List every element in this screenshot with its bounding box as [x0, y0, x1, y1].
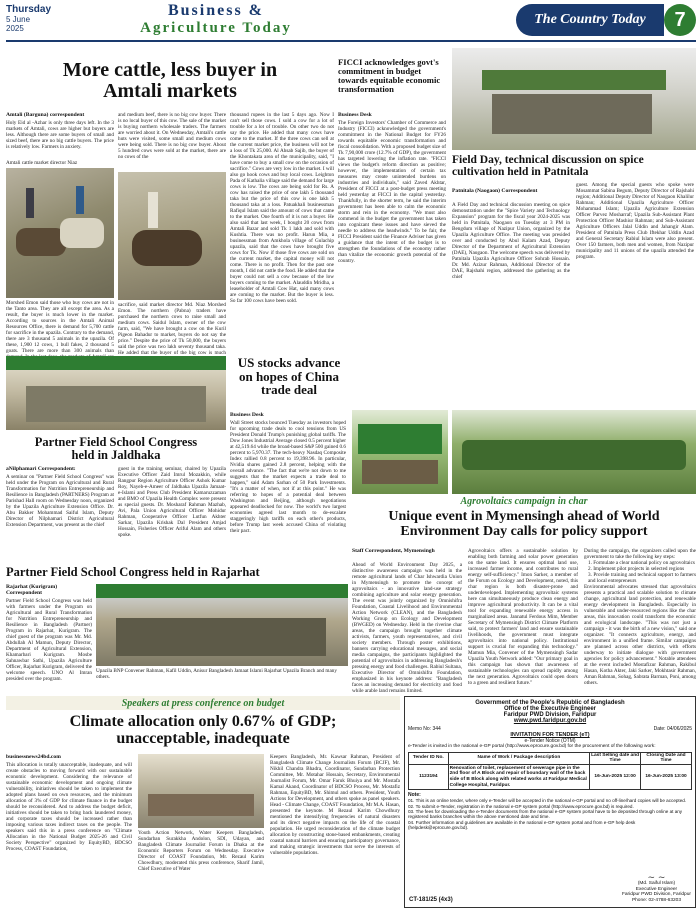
tender-row-sell: 16-Jun-2025 12:00 — [590, 764, 641, 789]
patnitala-col1: A Field Day and technical discussion meeting on spice demonstration under the "Spice Variety and Technology Expansion" program for the fiscal year 2024-2025 was held in Patnitala, Naogaon on Tuesday at 3 PM in Bengdum village of Nazipur Union, organized by the Upazila Agriculture Office. The meeting was presided over and conducted by Abul Kalam Azad, Deputy Director of the Department of Agricultural Extension (DAE), Naogaon. The welcome speech was delivered by Patnitala Upazila Agriculture Officer Sohrab Hossain. Dr. Md. Azizur Rahman, Additional Director of the DAE, Rajshahi region, addressed the gathering as the chief — [452, 202, 570, 280]
tender-table-header — [409, 752, 692, 764]
us-stocks-headline: US stocks advance on hopes of China trade deal — [237, 355, 341, 398]
amtali-col1b-text: Morshed Emon said those who buy cows are not in the Tanto area. They are all except the area. As a result, the buyer is much lower in the market. According to sources in the Amtali Animal Resources Office, there is demand for 5,700 cattle for sacrifice in the upazila. Contrary to the demand, there are 3 thousand 5 animals in the upazila. Of these, 1,900 12 cows, 1 bull fakes, 2 thousand 5 goats. There are more than 300 animals than — [6, 300, 114, 354]
article-us-stocks — [230, 356, 348, 576]
ficci-body: The Foreign Investors' Chamber of Commerce and Industry (FICCI) acknowledged the government's commitment in the National Budget for FY26 towards equitable economic transformation and fiscal consolidation. With a proposed budget size of Tk 7,90,000 crore (12.7% of GDP), the government has targeted lowering the inflation rate. "FICCI views the budget's reform direction as positive; however, the implementation of certain tax measures may create unintended burdens on industries and individuals," said Zaved Akhtar, President of FICCI at a post-budget press meeting held yesterday at FICCI in the capital yesterday. Thankfully, in the shorter term, he said the interim government has been able to calm the economic storm and rein in the economy. "We must also commend in the budget the government has taken into cognizant these issues and have sieved the needle to address the headwinds." To be fair, the FICCI President said the Finance Adviser has given a guidance that the intent of the budget is to strengthen the foundations of the economy rather than vitalize the economic growth potential of the country. — [338, 120, 446, 264]
agrovoltaics-col3 — [584, 548, 696, 690]
climate-headline — [6, 714, 400, 748]
climate-dateline: businessnews24bd.com — [6, 754, 61, 760]
tender-line1: Government of the People's Republic of Bangladesh — [475, 700, 625, 706]
masthead — [0, 0, 700, 44]
jaldhaka-headline-line1: Partner Field School Congress — [34, 435, 198, 449]
tender-date: Date: 04/06/2025 — [653, 726, 692, 732]
amtali-headline — [6, 60, 334, 102]
article-patnitala — [452, 48, 696, 408]
us-stocks-body: Wall Street stocks bounced Tuesday as investors hoped for upcoming trade deals to cool tensions from US President Donald Trump's punishing global tariffs. The Dow Jones Industrial Average closed 0.5 percent higher at 42,519.64 while the broad-based S&P 500 gained 0.6 percent to 5,970.37. The tech-heavy Nasdaq Composite Index rallied 0.8 percent to 19,398.96. In particular, Nvidia shares gained 2.8 percent, helping with the overall advance. "The fact that we're not down to me suggests that the market expects a trade deal to happen," said Adam Sarhan of 50 Park Investments. "It's a matter of when, not if at this point." He was referring to hopes of a potential deal between Washington and Beijing, although negotiations appeared deadlocked for now. The world's two largest economies agreed last month to de-escalate staggeringly high tariffs on each other's products, before Trump last week accused China of violating their pact. — [230, 420, 346, 534]
cattle-market-photo — [6, 168, 114, 298]
article-ficci — [338, 48, 448, 408]
tender-signature: ~ ~ — [647, 872, 666, 883]
amtali-headline-line2: Amtali markets — [103, 80, 237, 102]
us-stocks-dateline: Business Desk — [230, 412, 264, 418]
patnitala-headline: Field Day, technical discussion on spice cultivation held in Patnitala — [452, 154, 644, 179]
rajarhat-headline: Partner Field School Congress held in Rajarhat — [6, 565, 260, 579]
tender-th-name: Name of Work / Package description — [448, 752, 590, 764]
section-title: The Country Today — [534, 12, 646, 27]
tender-notice — [404, 696, 696, 908]
tender-table — [408, 752, 692, 791]
climate-press-photo — [138, 754, 264, 828]
article-rajarhat — [6, 566, 348, 692]
climate-headline-line1: Climate allocation only 0.67% of GDP; — [69, 713, 337, 730]
tender-row-id: 1123194 — [409, 764, 449, 789]
tender-th-close: Closing Date and Time — [641, 752, 692, 764]
tender-title: INVITATION FOR TENDER (eT) — [510, 732, 590, 738]
article-agrovoltaics — [352, 496, 696, 692]
table-row — [409, 764, 692, 789]
tender-sign-office: Faridpur PWD Division, Faridpur — [621, 892, 691, 898]
jaldhaka-headline-line2: held in Jaldhaka — [71, 448, 161, 463]
field-day-photo — [452, 48, 696, 150]
tender-subtitle: e-Tender Notice (OTM) — [524, 738, 576, 744]
masthead-rule — [6, 40, 696, 42]
agrovoltaics-col3-intro: During the campaign, the organizers called upon the government to take the following key steps: — [584, 548, 696, 560]
masthead-day: Thursday — [6, 4, 52, 15]
article-climate — [6, 696, 400, 908]
page-number: 7 — [674, 8, 686, 31]
tender-sign-phone: Phone: 02-4788-63203 — [631, 897, 682, 903]
tender-row-desc: Renovation of toilet, replacement of sewerage pipe in the 2nd floor of A Block and repair of boundary wall of the back side of B Block along with related works at Faridpur Medical College Hospital, Faridpur. — [448, 764, 590, 789]
tender-th-id: Tender ID No. — [409, 752, 449, 764]
tender-th-sell: Last Selling date and Time — [591, 752, 640, 764]
paper-name-line1: Business & — [167, 2, 265, 19]
tender-row-close: 16-Jun-2025 13:00 — [641, 764, 692, 789]
agrovoltaics-step-3: 3. Provide training and technical support to farmers and local entrepreneurs — [588, 572, 696, 584]
cattle-photo-2 — [118, 172, 226, 300]
amtali-col2-text: and medium beef, there is no big cow buyer. There is no local buyer of this cow. The sale of the market is buying northern wholesale traders. The farmers are worried about it. On Wednesday, Amtali's cattle huts were visited, some small and medium cows were being sold. There is no big cow buyer. About 5 hundred cows were sold at the market, there are no cows of the — [118, 112, 226, 160]
agrovoltaics-step-2: 2. Implement pilot projects in selected regions — [588, 566, 685, 572]
amtali-col3-text: thousand rupees in the last 5 days ago. Now I can't sell those cows. I sold a cow for a lot of trouble for a lot of trouble. On other two do not say the price. He added that many cows have come to the market. If the three cows can sell at the current market price, the business will not be a loss of Tk 25,000. Al Ahsab Sajib, the buyer of the Khontakata area of the municipality, said, "I have come to buy a small cow on the occasion of sacrifice." Cows are very low in the market. I will also go hook cows and buy local cows. Leighton Pada of Kathalia village said the demand for large cows is low. The cows are being sold for Rs. A cow has raised the price of one lakh 5 thousand taka but the price of this cow is one lakh 5 thousand taka at a loss. Patuakhali businessman Rafiqul Islam said the amount of cows that came to the market. One fourth of it is not a buyer. He also said that last week, I bought 20 cows from Amtali Bazar and sold Tk 1 lakh and sold with Kushtia. There was no profit. Harun Mia, a businessman from Amkhola village of Gulachip upazila, said that the cows have brought five cows for Tk. Now if those five cows are sold on the current market, the capital money will not come. There is no profit. Then for the past one month, I did not cattle the food. He added that the buyer could not sell a cow because of the low buyers coming to the market. Alauddin Mridha, a leaseholder of Amtali Cow Hat, said many cows are coming to the market. But the buyer is less. So far 100 cows have been sold. — [230, 112, 334, 304]
tender-memo: Memo No: 344 — [408, 726, 441, 732]
article-jaldhaka — [6, 432, 226, 558]
tender-line2: Office of the Executive Engineer — [503, 706, 597, 712]
agrovoltaics-dateline: Staff Correspondent, Mymensingh — [352, 548, 435, 554]
ficci-dateline: Business Desk — [338, 112, 372, 118]
rajarhat-caption: Upazila BNP Convener Rahman, Kafil Uddin, Anisur Bangladesh Jamaat Islami Rajarhat Upazila Branch and many others. — [96, 668, 337, 680]
agrovoltaics-step-1: 1. Formulate a clear national policy on agrovoltaics — [588, 560, 695, 566]
spice-field-photo — [452, 410, 696, 494]
masthead-logo — [66, 2, 366, 42]
climate-headline-line2: unacceptable, inadequate — [116, 729, 290, 747]
climate-kicker-bar — [6, 696, 400, 710]
agrovoltaics-banner-photo — [352, 410, 448, 494]
masthead-daymonth: 5 June — [6, 15, 31, 24]
tender-intro: e-Tender is invited in the national e-GP portal (http://www.eprocure.gov.bd) for the procurement of the following work: — [408, 744, 656, 749]
tender-note-3: 03. The fees for downloading the e-Tender documents from the national e-GP system portal have to be deposited through online at any registered banks branches within the above mentioned date and time. — [408, 808, 683, 820]
climate-col1: This allocation is totally unacceptable, inadequate, and will create obstacles to moving forward with our sustainable economic development. Considering the relevance of sustainable economic development and ongoing climate vulnerability, initiatives should be taken to implement the adopted plans based on own resources, and the minimum allocation of 3% of GDP for climate finance in the budget should be reconsidered. And to address the budget deficit, initiatives should be taken to bring back laundered money, and corporate taxes should be increased rather than imposing various taxes indirect taxes on the people. The speakers said this in a press conference on "Climate Allocation in the National Budget 2025-26 and Civil Society Perspective" organized by EquityBD, BDCSO Process, COAST Foundation, — [6, 762, 132, 852]
climate-col2: Youth Action Network, Water Keepers Bangladesh, Sundarban Surakkha Andolon, SDI, Udayan, and Bangladesh Climate Journalist Forum in Dhaka at the Economic Reporters Forum on Wednesday. Executive Director of COAST Foundation, Mr. Rezaul Karim Chowdhury, moderated this press conference, Sharif Jamil, Chief Executive of Water — [138, 830, 264, 872]
masthead-date — [6, 4, 66, 33]
jaldhaka-headline — [6, 436, 226, 462]
agrovoltaics-col2: Agrovoltaics offers a sustainable solution by enabling both farming and solar power generation on the same land. It ensures optimal land use, increased farmer income, and contributes to rural energy self-sufficiency." Imon Sarker, a member of the Forum on Ecology and Development, noted, this char region is both disaster-prone and underdeveloped. Implementing agrovoltaic systems here can simultaneously produce clean energy and improve agricultural productivity. It can be a vital tool for expanding renewable energy access in marginalized areas. Jannatul Ferdous Mim, Member Secretary of Mymensingh District Climate Platform said, to protect farmers' land and ensure sustainable livelihoods, the government must integrate agrovoltaics into national policy. Institutional support is crucial for expanding this technology." Mamun Mia, Convener of the Mymensingh Sadar Upazila Youth Network added: "Our primary goal in this campaign has shown that awareness of sustainable technologies can spread rapidly among the next generation. Agrovoltaics could open doors to a green and resilient future." — [468, 548, 578, 686]
amtali-headline-line1: More cattle, less buyer in — [62, 59, 278, 81]
amtali-photo-caption: Amtali cattle market director Niaz — [6, 160, 78, 166]
tender-note-2: 02. To submit e-Tender, registration in the national e-GP system portal (http://www.eprocure.gov.bd) is required. — [408, 803, 634, 809]
rajarhat-body: Partner Field School Congress was held with farmers under the Program on Agricultural and Rural Transformation for Nutrition Entrepreneurship and Resilience in Bangladesh (Partner) Program in Rajarhat, Kurigram. The chief guest of the program was Mr. Md. Abdullah Al Mamun, Deputy Director, Department of Agricultural Extension, Khamarbari Kurigram. Mosbe Sahnawbar Sathi, Upazila Agriculture Officer, Rajarhat Kurigram, delivered the welcome speech. UNO Al Imran presided over the program. — [6, 598, 92, 682]
patnitala-dateline: Patnitala (Naogaon) Correspondent — [452, 188, 538, 194]
rajarhat-dateline: Rajarhat (Kurigram) Correspondent — [6, 584, 58, 597]
tender-notes-label: Note: — [408, 792, 421, 799]
tender-sign-title: Executive Engineer — [635, 886, 678, 892]
agrovoltaics-kicker: Agrovoltaics campaign in char — [460, 496, 588, 507]
ficci-headline: FICCI acknowledges govt's commitment in budget towards equitable economic transformation — [338, 57, 441, 95]
agrovoltaics-headline: Unique event in Mymensingh ahead of World Environment Day calls for policy support — [388, 509, 660, 539]
jaldhaka-dateline: aNilphamari Correspondent: — [6, 466, 76, 472]
agrovoltaics-col3-body: Environmental advocates stressed that agrovoltaics presents a practical and scalable solution to climate change, agricultural land protection, and renewable energy development in Bangladesh. Especially in vulnerable and under-resourced regions like the char areas, this innovation could transform the economic and ecological landscape. "This was not just a campaign - it was the birth of a new vision," said one organizer. "It connects agriculture, energy, and environment in a unified frame. Similar campaigns are planned across other districts, with efforts underway to initiate dialogue with government agencies for policy advancement." Notable attendees at the event included Mostafizur Rahman, Rakibul Hasan, Kotha Akter, Jaki Sarker, Mokhtasir Rahman, Aman Rahman, Sohag, Sabrata Barman, Poni, among others. — [584, 584, 696, 686]
jaldhaka-col1: A seminar on "Partner Field School Congress" was held under the Program on Agricultural and Rural Transformation for Nutrition Entrepreneurship and Resilience in Bangladesh (PARTNERS) Program at Parishad Hall room on Wednesday noon, organized by the Upazila Agriculture Extension Office. Dr. Abu Bakker Mohammad Saiful Islam, Deputy Director of Nilphamari District Agricultural Extension Department, was present as the chief — [6, 474, 114, 528]
amtali-col2b-text: sacrifice, said market director Md. Niaz Morshed Emon. The northern (Pabna) traders have purchased the northern cows to raise small and medium cows. Saidul Islam, owner of the cow farm, said, "We have brought a cow on the Kuril Pigeon Bahadur to market, buyers do not say the price." Despite the price of Tk 50,000, the buyers said the price was two lakh seventy thousand taka. He added that the buyer of the big cow is much — [118, 302, 226, 356]
climate-col3: Keepers Bangladesh, Mr. Kawsar Rahman, President of Bangladesh Climate Change Journalists Forum (BCJF), Mr. Nikhil Chandra Bhadra, Coordinator, Sundarban Protection Committee, Mr. Motahar Hossain, Secretary, Environmental Journalist Forum, Mr. Omar Faruk Bhuiya and Mr. Mostafa Kamal Akand, Coordinator of BDCSO Process, Mr. Mostafiz Rahman, EquityBD, Mr. Shimul and others. President, Youth Actions for Development, and others spoke as panel speakers. Head - Climate Change, COAST Foundation, Mr M.A. Hasan, presented the keynote. M Rezaul Karim Chowdhury mentioned the intensifying frequencies of natural disasters and its direct negative impacts on the life of the coastal population. He urged reconsideration of the climate budget allocation by constructing stone-based embankments, creating coastal natural barriers and ensuring participatory governance, and making strategic investments that serve the interests of vulnerable populations. — [270, 754, 401, 856]
tender-note-4: 04. Further information and guidelines are available in the national e-GP system portal and from e-GP help desk (helpdesk@eprocure.gov.bd). — [408, 819, 636, 831]
jaldhaka-photo — [6, 356, 226, 430]
page-number-badge — [664, 4, 696, 36]
tender-note-1: 01. This is an online tender, where only e-Tender will be accepted in the national e-GP portal and no off-line/hard copies will be accepted. — [408, 798, 687, 804]
jaldhaka-col2: guest in the training seminar, chaired by Upazila Executive Officer Zaid Imrul Mozakkin, while Rangpur Region Agriculture Officer Ashok Kumar Roy, Nayeb-e-Ameer of Jaldhaka Upazila Jamaat-e-Islami and Press Club President Kamaruzzaman and BMO of Upazila Health Complex were present as special guests. Dr. Mosharaf Rahman Mazhab, Avi, Pala Union Agricultural Officer Mohidur Rahman, Cooperative Officer Lutfun Akhter Sarkar, Upazila Krishak Dal President Amjad Hossain, Fisheries Officer Ariful Alam and others spoke. — [118, 466, 226, 538]
tender-line3: Faridpur PWD Division, Faridpur — [503, 712, 597, 718]
agrovoltaics-col1: Ahead of World Environment Day 2025, a distinctive awareness campaign was held in the remote agricultural lands of Char Ishwardia Union in Mymensingh to promote the concept of agrovoltaics - an innovative land-use strategy combining agriculture and solar energy generation. The event was jointly organized by Omnishifra Foundation, Coastal Livelihood and Environmental Action Network (CLEAN), and the Bangladesh Working Group on Ecology and Development (BWGED) on Wednesday. Held in the riverine char areas, the campaign brought together climate activists, farmers, youth representatives, and civil society members. Through poster exhibitions, banners carrying educational messages, and social media campaigns, the participants highlighted the potential of agrovoltaics in addressing Bangladesh's pressing energy and food challenges. Rabiul Sultana, Executive Director of Omnishifra Foundation, emphasized in his keynote address: "Bangladesh faces an increasing demand for electricity and food while arable land remains limited. — [352, 562, 462, 694]
amtali-dateline: Amtali (Barguna) correspondent — [6, 112, 85, 118]
climate-kicker: Speakers at press conference on budget — [121, 697, 285, 709]
section-banner — [516, 4, 664, 36]
masthead-year: 2025 — [6, 24, 24, 33]
tender-ad-code: CT-181/25 (4x3) — [409, 897, 453, 903]
amtali-col1-text: Holy Eid al -Azhar is only three days left. In the 3 markets of Amtali, cows are higher but buyers are less. Although there are some buyers of small and sized beef, there are no big cattle buyers. The price is relatively low. Farmers in anxiety. — [6, 120, 114, 150]
patnitala-col2: guest. Among the special guests who spoke were Mosammat Sabina Begum, Deputy Director of Rajshahi region; Additional Deputy Director of Naogaon Khalilur Rahman; Additional Upazila Agriculture Officer Mohammad Islam; Upazila Agriculture Extension Officer Parvez Mosharraf; Upazila Sub-Assistant Plant Protection Officer Mashiur Rahman; and Sub-Assistant Agriculture Officers Jalal Uddin and Jahangir Alam. President of Patnitala Press Club Iftekhar Uddin Azad and General Secretary Rabiul Islam were also present. Over 150 farmers, both men and women, from Nazipur municipality and 11 unions of the upazila attended the program. — [576, 182, 694, 260]
paper-name-line2: Agriculture Today — [140, 20, 292, 36]
tender-site-link[interactable]: www.pwd.faridpur.gov.bd — [513, 718, 587, 724]
rajarhat-photo — [96, 584, 348, 666]
tender-sign-name: (Md. Saiful Islam) — [637, 881, 676, 887]
